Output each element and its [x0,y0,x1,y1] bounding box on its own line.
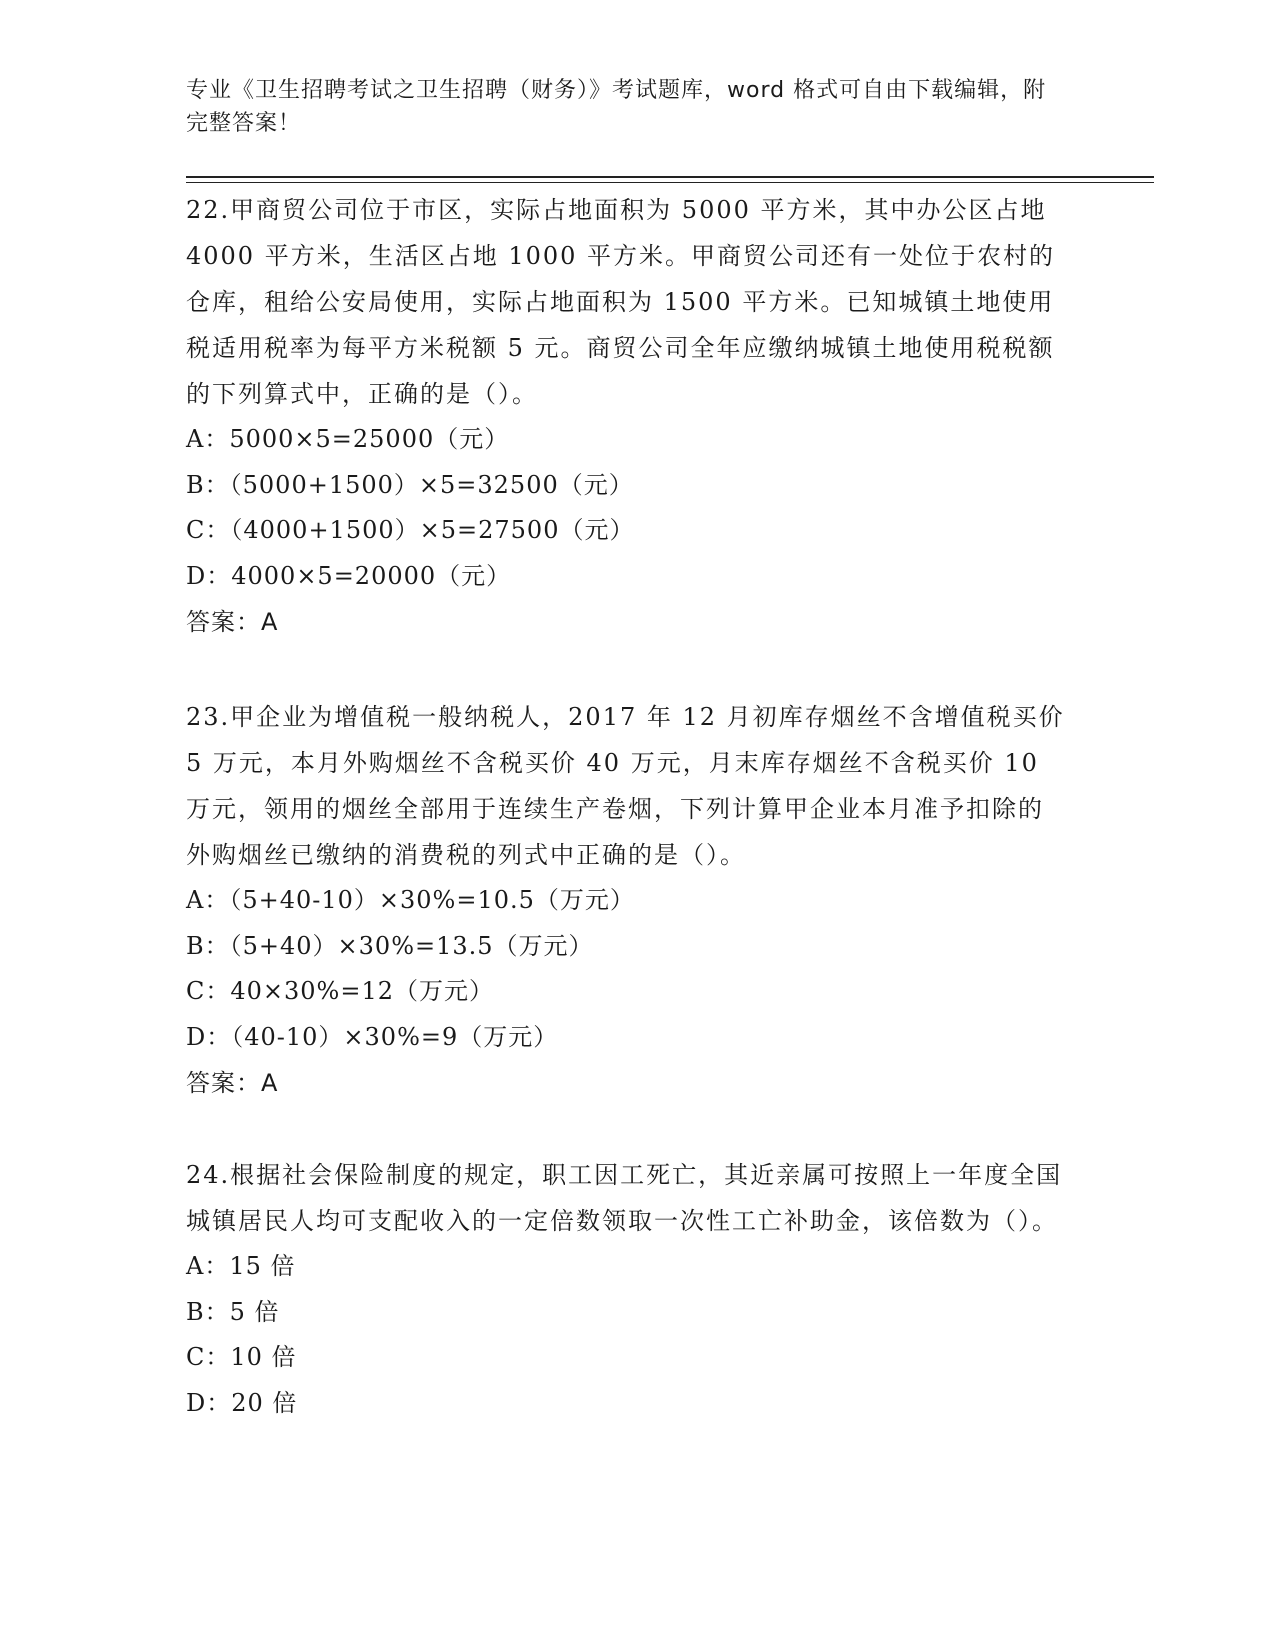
option-b: B：（5+40）×30%=13.5（万元） [186,931,594,960]
question-23 [186,694,1066,1106]
answer-text: 答案：A [186,1069,279,1097]
document-header: 专业《卫生招聘考试之卫生招聘（财务）》考试题库，word 格式可自由下载编辑，附完整答案！ [186,78,1047,136]
header-divider-thin [186,182,1154,183]
question-stem: 24.根据社会保险制度的规定，职工因工死亡，其近亲属可按照上一年度全国城镇居民人均可支配收入的一定倍数领取一次性工亡补助金，该倍数为（）。 [186,1161,1063,1235]
option-c: C：（4000+1500）×5=27500（元） [186,516,635,544]
option-c: C：10 倍 [186,1343,297,1371]
option-b: B：5 倍 [186,1297,280,1326]
question-22 [186,187,1066,645]
option-a: A：（5+40-10）×30%=10.5（万元） [186,886,635,914]
option-c: C：40×30%=12（万元） [186,977,495,1005]
question-stem: 23.甲企业为增值税一般纳税人，2017 年 12 月初库存烟丝不含增值税买价 5 万元，本月外购烟丝不含税买价 40 万元，月末库存烟丝不含税买价 10 万元，领用的烟丝全部用于连续生产卷烟，下列计算甲企业本月准予扣除的外购烟丝已缴纳的消费税的列式中正确的是（）。 [186,703,1065,869]
answer-text: 答案：A [186,608,279,636]
question-stem: 22.甲商贸公司位于市区，实际占地面积为 5000 平方米，其中办公区占地 4000 平方米，生活区占地 1000 平方米。甲商贸公司还有一处位于农村的仓库，租给公安局使用，实际占地面积为 1500 平方米。已知城镇土地使用税适用税率为每平方米税额 5 元。商贸公司全年应缴纳城镇土地使用税税额的下列算式中，正确的是（）。 [186,196,1056,408]
option-a: A：15 倍 [186,1252,296,1280]
option-b: B：（5000+1500）×5=32500（元） [186,470,634,499]
header-divider-thick [186,176,1154,178]
option-a: A：5000×5=25000（元） [186,425,510,453]
option-d: D：4000×5=20000（元） [186,561,512,590]
question-24 [186,1152,1066,1426]
option-d: D：20 倍 [186,1388,298,1417]
option-d: D：（40-10）×30%=9（万元） [186,1022,559,1051]
